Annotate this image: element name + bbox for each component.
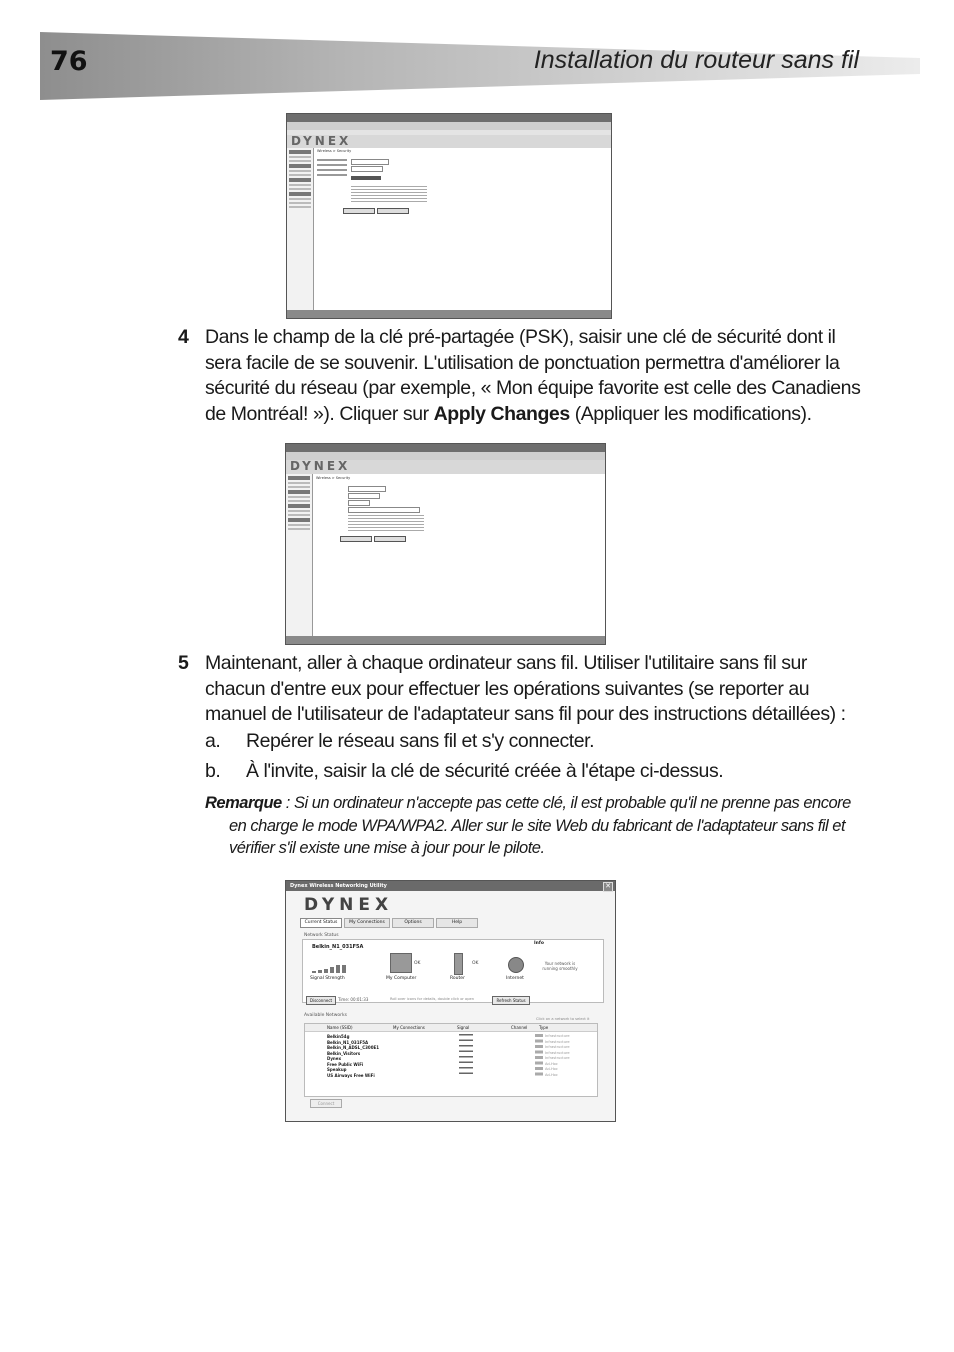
apply-changes-button[interactable] [377,208,409,214]
network-status-label: Network Status [304,933,339,938]
network-row-type: Infrastructure [545,1045,570,1049]
router-sidebar [287,148,314,313]
psk-field[interactable] [351,176,381,180]
browser-titlebar [286,444,605,452]
browser-titlebar [287,114,611,122]
router-icon [454,953,463,975]
apply-changes-button[interactable] [374,536,406,542]
sub-step-a-letter: a. [205,730,221,752]
status-hint: Roll over icons for details, double click or open [390,997,474,1001]
connection-time: Time: 00:01:33 [338,997,369,1002]
router-section-title: Wireless > Security [317,149,352,153]
router-logo: DYNEX [290,459,351,473]
network-row-type: Ad-Hoc [545,1061,558,1066]
connect-button[interactable]: Connect [310,1099,342,1108]
computer-ok: OK [414,961,421,966]
step-4-number: 4 [178,326,189,348]
signal-strength-label: Signal Strength [310,976,345,981]
step-5-text: Maintenant, aller à chaque ordinateur sans fil. Utiliser l'utilitaire sans fil sur chacun d'entre eux pour effectuer les opérations suivantes (se reporter au manuel de l'utilisateur de l'adaptateur sans fil pour des instructions détaillées) : [205,652,846,725]
router-logo: DYNEX [291,134,352,148]
router-ok: OK [472,961,479,966]
refresh-status-button[interactable]: Refresh Status [492,996,530,1005]
note-label: Remarque [205,794,282,812]
info-text: Your network is running smoothly [542,961,578,971]
disconnect-button[interactable]: Disconnect [306,996,336,1005]
router-sidebar [286,474,313,639]
router-screenshot-1 [286,113,612,319]
step-5 [178,651,868,728]
psk-help-text [351,186,427,202]
tab-help[interactable]: Help [436,918,478,928]
encryption-select[interactable] [348,500,370,506]
network-row-name[interactable]: Belkin_Visitors [327,1050,361,1056]
sub-step-a-text: Repérer le réseau sans fil et s'y connecter. [246,730,595,752]
column-name[interactable]: Name (SSID) [327,1025,353,1030]
close-icon[interactable]: ✕ [603,882,613,892]
tab-options[interactable]: Options [392,918,434,928]
internet-label: Internet [506,976,524,981]
security-mode-select[interactable] [351,159,389,165]
auth-select[interactable] [351,166,383,172]
computer-label: My Computer [386,976,417,981]
signal-strength-icon [312,965,348,973]
available-networks-label: Available Networks [304,1013,347,1018]
network-row-name[interactable]: Belkin_N_ADSL_C300E1 [327,1045,380,1050]
utility-logo: DYNEX [304,895,394,915]
globe-icon [508,957,524,973]
network-row-type: Infrastructure [545,1056,570,1060]
step-5-number: 5 [178,652,189,674]
taskbar [287,310,611,318]
apply-changes-label: Apply Changes [433,402,570,425]
networks-table [304,1023,598,1097]
network-row-type: Infrastructure [545,1039,570,1044]
sub-step-b-letter: b. [205,760,221,782]
signal-bars-column [459,1034,473,1077]
browser-toolbar [287,122,611,130]
tab-current-status[interactable]: Current Status [300,918,342,928]
network-row-type: Infrastructure [545,1050,570,1055]
router-section-title: Wireless > Security [316,476,351,480]
column-type[interactable]: Type [539,1025,549,1030]
column-my-connections[interactable]: My Connections [393,1025,425,1030]
taskbar [286,636,605,644]
clear-changes-button[interactable] [340,536,372,542]
utility-screenshot [285,880,616,1122]
auth-select[interactable] [348,493,380,499]
utility-window-title: Dynex Wireless Networking Utility [290,883,387,889]
psk-help-text [348,515,424,531]
page-title: Installation du routeur sans fil [533,46,859,74]
step-4-text: Dans le champ de la clé pré-partagée (PSK), saisir une clé de sécurité dont il sera facile de se souvenir. L'utilisation de ponctuation permettra d'améliorer la sécurité du réseau (par exemple, « Mon équipe favorite est celle des Canadiens de Montréal! »). Cliquer sur Apply Changes (Appliquer les modifications). [205,326,861,425]
tab-my-connections[interactable]: My Connections [344,918,390,928]
psk-field[interactable] [348,507,420,513]
network-row-name[interactable]: Dynex [327,1056,342,1061]
network-row-name[interactable]: Speakup [327,1067,347,1072]
network-row-name[interactable]: Belkin54g [327,1034,350,1039]
network-row-name[interactable]: Belkin_N1_031F5A [327,1039,369,1045]
security-mode-select[interactable] [348,486,386,492]
step-4 [178,325,868,427]
router-label: Router [450,976,465,981]
note-text: : Si un ordinateur n'accepte pas cette clé, il est probable qu'il ne prenne pas encore en charge le mode WPA/WPA2. Aller sur le site Web du fabricant de l'adaptateur sans fil et vérifier s'il existe une mise à jour pour le pilote. [229,794,851,857]
page-number: 76 [50,46,88,77]
router-screenshot-2 [285,443,606,645]
network-row-type: Ad-Hoc [545,1067,558,1071]
info-label: Info [534,941,544,946]
sub-step-b-text: À l'invite, saisir la clé de sécurité créée à l'étape ci-dessus. [246,760,724,782]
network-row-type: Infrastructure [545,1034,570,1038]
network-row-type: Ad-Hoc [545,1072,558,1077]
current-network-name: Belkin_N1_031F5A [312,944,364,950]
network-type-icons [535,1034,543,1077]
network-row-name[interactable]: US Airways Free WiFi [327,1072,375,1078]
computer-icon [390,953,412,973]
column-channel[interactable]: Channel [511,1025,528,1030]
clear-changes-button[interactable] [343,208,375,214]
column-signal[interactable]: Signal [457,1025,470,1030]
select-network-hint: Click on a network to select it [536,1017,590,1021]
note [205,792,869,860]
network-row-name[interactable]: Free Public WiFi [327,1061,364,1067]
